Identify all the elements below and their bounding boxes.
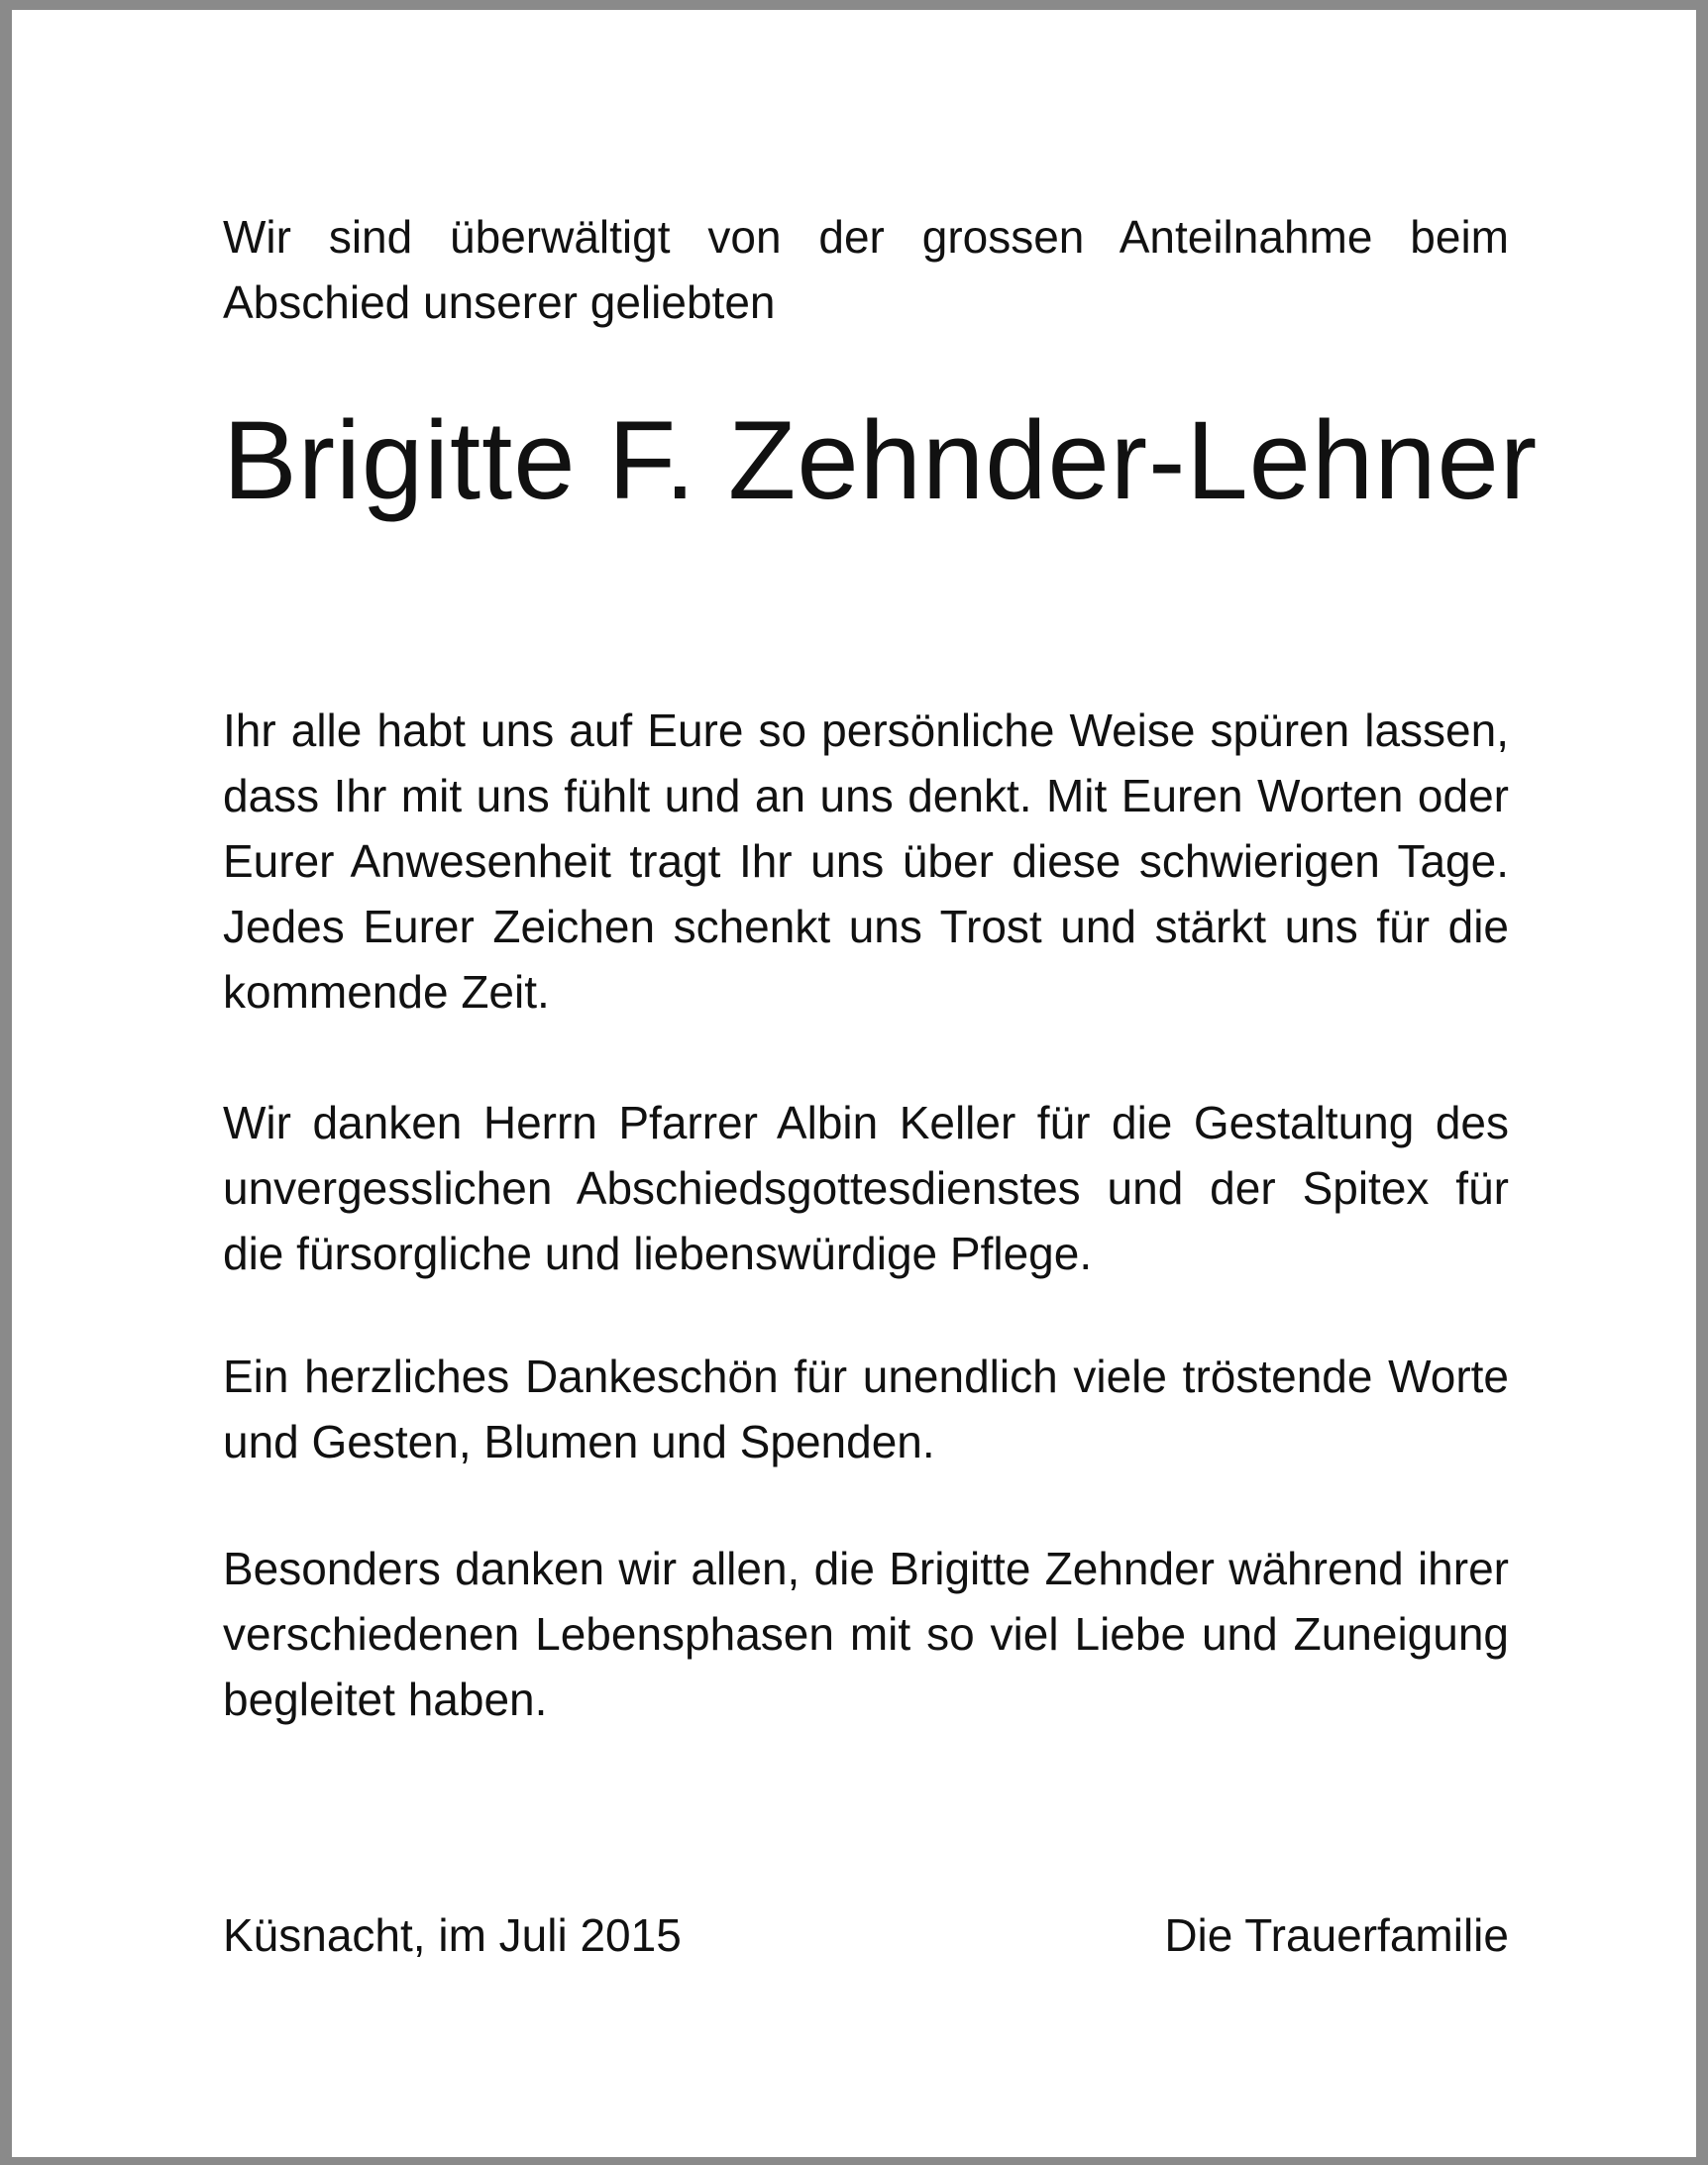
paragraph-thanks-pastor: Wir danken Herrn Pfarrer Albin Keller für die Gestaltung des unvergesslichen Abschiedsgottesdienstes und der Spitex für die fürsorgliche und liebenswürdige Pflege. <box>223 1097 1509 1279</box>
signature: Die Trauerfamilie <box>1164 1909 1509 1961</box>
deceased-name: Brigitte F. Zehnder-Lehner <box>223 398 1539 522</box>
paragraph-sympathy: Ihr alle habt uns auf Eure so persönliche Weise spüren lassen, dass Ihr mit uns fühlt und an uns denkt. Mit Euren Worten oder Eurer Anwesenheit tragt Ihr uns über diese schwierigen Tage. Jedes Eurer Zeichen schenkt uns Trost und stärkt uns für die kommende Zeit. <box>223 704 1509 1018</box>
paragraph-thanks-flowers: Ein herzliches Dankeschön für unendlich viele tröstende Worte und Gesten, Blumen und Spenden. <box>223 1351 1509 1467</box>
paragraph-thanks-companions: Besonders danken wir allen, die Brigitte Zehnder während ihrer verschiedenen Lebensphasen mit so viel Liebe und Zuneigung begleitet haben. <box>223 1543 1509 1725</box>
intro-text: Wir sind überwältigt von der grossen Anteilnahme beim Abschied unserer geliebten <box>223 211 1509 328</box>
place-date: Küsnacht, im Juli 2015 <box>223 1909 682 1961</box>
footer <box>223 1902 1509 1968</box>
